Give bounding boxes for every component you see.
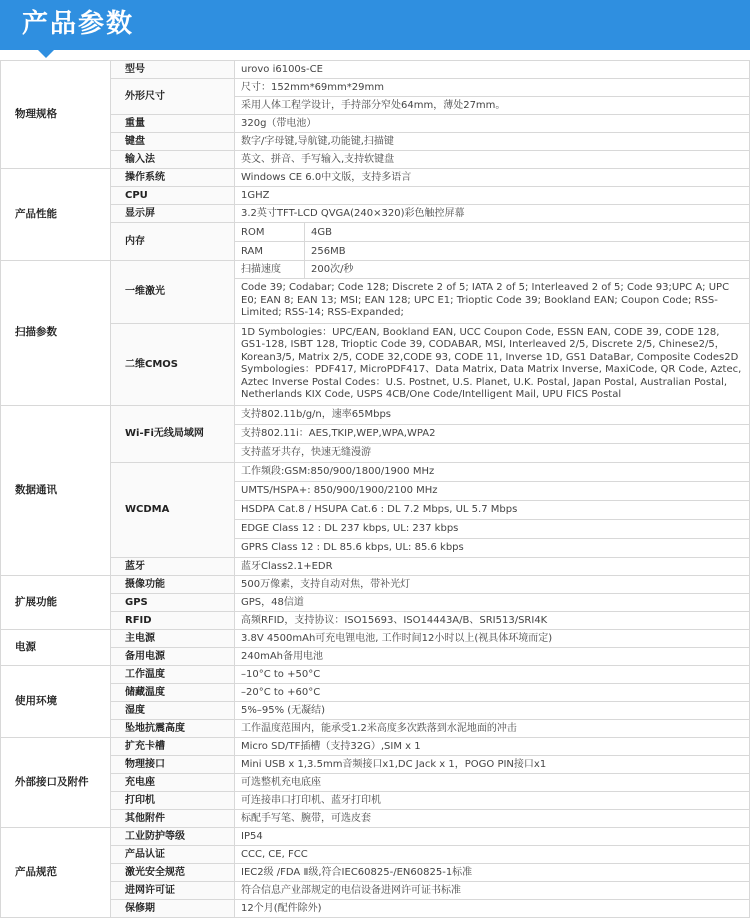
spec-value: 工作温度范围内，能承受1.2米高度多次跌落到水泥地面的冲击 [235,719,750,737]
table-row [1,261,750,279]
table-row [1,405,750,424]
spec-value: 工作频段:GSM:850/900/1800/1900 MHz [235,462,750,481]
table-row [1,205,750,223]
spec-label: 重量 [111,115,235,133]
spec-value: 3.8V 4500mAh可充电锂电池, 工作时间12小时以上(视具体环境而定) [235,629,750,647]
spec-sub-label: 扫描速度 [235,261,305,279]
table-row [1,755,750,773]
spec-label: 物理接口 [111,755,235,773]
spec-label: 扩充卡槽 [111,737,235,755]
spec-value: Mini USB x 1,3.5mm音频接口x1,DC Jack x 1，POGO PIN接口x1 [235,755,750,773]
section-category: 电源 [1,629,111,665]
spec-table [0,60,750,918]
table-row [1,61,750,79]
header-pointer [38,50,54,58]
table-row [1,647,750,665]
spec-label: 储藏温度 [111,683,235,701]
table-row [1,791,750,809]
spec-sub-value: 4GB [305,223,750,242]
spec-value: 可选整机充电底座 [235,773,750,791]
table-row [1,665,750,683]
spec-value: 5%–95% (无凝结) [235,701,750,719]
spec-value: 3.2英寸TFT-LCD QVGA(240×320)彩色触控屏幕 [235,205,750,223]
table-row [1,169,750,187]
spec-label: 键盘 [111,133,235,151]
spec-value: 500万像素，支持自动对焦，带补光灯 [235,575,750,593]
table-row [1,462,750,481]
spec-value: 1D Symbologies：UPC/EAN, Bookland EAN, UCC Coupon Code, ESSN EAN, CODE 39, CODE 128, GS1-128, ISBT 128, Trioptic Code 39, CODABAR, MSI, Interleaved 2/5, Discrete 2/5, Chinese2/5，Korean3/5, Matrix 2/5, CODE 32,CODE 93, CODE 11, Inverse 1D, GS1 DataBar, Composite Codes2D Symbologies：PDF417, MicroPDF417、Data Matrix, Data Matrix Inverse, MaxiCode, QR Code, Aztec, Aztec Inverse Postal Codes：U.S. Postnet, U.S. Planet, U.K. Postal, Japan Postal, Australian Postal, Netherlands KIX Code, USPS 4CB/One Code/Intelligent Mail, UPU FICS Postal [235,323,750,405]
table-row [1,557,750,575]
spec-sub-value: 200次/秒 [305,261,750,279]
table-row [1,593,750,611]
spec-label: 工作温度 [111,665,235,683]
section-category: 物理规格 [1,61,111,169]
spec-label: 主电源 [111,629,235,647]
spec-label: RFID [111,611,235,629]
page-title: 产品参数 [22,9,135,39]
table-row [1,899,750,917]
section-category: 外部接口及附件 [1,737,111,827]
spec-label: 显示屏 [111,205,235,223]
spec-label: 坠地抗震高度 [111,719,235,737]
spec-sub-label: RAM [235,242,305,261]
table-row [1,629,750,647]
spec-value: 支持802.11i：AES,TKIP,WEP,WPA,WPA2 [235,424,750,443]
spec-label: 输入法 [111,151,235,169]
table-row [1,881,750,899]
table-row [1,115,750,133]
spec-value: 蓝牙Class2.1+EDR [235,557,750,575]
table-row [1,79,750,97]
spec-value: 12个月(配件除外) [235,899,750,917]
spec-value: 英文、拼音、手写输入,支持软键盘 [235,151,750,169]
spec-value: GPS，48信道 [235,593,750,611]
section-category: 产品性能 [1,169,111,261]
spec-value: IEC2级 /FDA Ⅱ级,符合IEC60825-/EN60825-1标准 [235,863,750,881]
spec-value: 1GHZ [235,187,750,205]
spec-label: 保修期 [111,899,235,917]
table-row [1,151,750,169]
table-row [1,773,750,791]
table-row [1,737,750,755]
table-row [1,611,750,629]
table-row [1,575,750,593]
page-header [0,0,750,50]
table-row [1,223,750,242]
spec-label: Wi-Fi无线局域网 [111,405,235,462]
spec-label: 操作系统 [111,169,235,187]
table-row [1,133,750,151]
spec-value: –20°C to +60°C [235,683,750,701]
spec-label: 摄像功能 [111,575,235,593]
table-row [1,187,750,205]
spec-value: GPRS Class 12 : DL 85.6 kbps, UL: 85.6 kbps [235,538,750,557]
table-row [1,827,750,845]
spec-value: 可连接串口打印机、蓝牙打印机 [235,791,750,809]
table-row [1,683,750,701]
spec-value: urovo i6100s-CE [235,61,750,79]
spec-value: IP54 [235,827,750,845]
spec-label: 外形尺寸 [111,79,235,115]
spec-value: 240mAh备用电池 [235,647,750,665]
spec-sub-label: ROM [235,223,305,242]
table-row [1,719,750,737]
table-row [1,701,750,719]
spec-label: 一维激光 [111,261,235,324]
spec-label: WCDMA [111,462,235,557]
spec-value: 320g（带电池） [235,115,750,133]
spec-value: –10°C to +50°C [235,665,750,683]
spec-label: 进网许可证 [111,881,235,899]
spec-label: 湿度 [111,701,235,719]
spec-value: HSDPA Cat.8 / HSUPA Cat.6 : DL 7.2 Mbps, UL 5.7 Mbps [235,500,750,519]
spec-value: 标配手写笔、腕带，可选皮套 [235,809,750,827]
spec-label: 激光安全规范 [111,863,235,881]
section-category: 产品规范 [1,827,111,917]
spec-label: 备用电源 [111,647,235,665]
spec-value: Code 39; Codabar; Code 128; Discrete 2 of 5; IATA 2 of 5; Interleaved 2 of 5; Code 93;UPC A; UPC E0; EAN 8; EAN 13; MSI; EAN 128; UPC E1; Trioptic Code 39; Bookland EAN; Coupon Code; RSS-Limited; RSS-14; RSS-Expanded; [235,279,750,324]
spec-label: GPS [111,593,235,611]
spec-label: 其他附件 [111,809,235,827]
spec-value: EDGE Class 12 : DL 237 kbps, UL: 237 kbps [235,519,750,538]
table-row [1,845,750,863]
spec-value: 尺寸：152mm*69mm*29mm [235,79,750,97]
spec-label: CPU [111,187,235,205]
spec-value: 符合信息产业部规定的电信设备进网许可证书标准 [235,881,750,899]
section-category: 扩展功能 [1,575,111,629]
spec-value: UMTS/HSPA+: 850/900/1900/2100 MHz [235,481,750,500]
table-row [1,809,750,827]
spec-label: 蓝牙 [111,557,235,575]
table-row [1,863,750,881]
spec-label: 充电座 [111,773,235,791]
spec-label: 二维CMOS [111,323,235,405]
table-row [1,323,750,405]
section-category: 扫描参数 [1,261,111,406]
spec-label: 打印机 [111,791,235,809]
spec-label: 工业防护等级 [111,827,235,845]
spec-value: 高频RFID，支持协议：ISO15693、ISO14443A/B、SRI513/SRI4K [235,611,750,629]
spec-value: 支持802.11b/g/n，速率65Mbps [235,405,750,424]
section-category: 数据通讯 [1,405,111,575]
spec-label: 型号 [111,61,235,79]
spec-label: 内存 [111,223,235,261]
spec-value: 采用人体工程学设计，手持部分窄处64mm，薄处27mm。 [235,97,750,115]
spec-value: 数字/字母键,导航键,功能键,扫描键 [235,133,750,151]
spec-sub-value: 256MB [305,242,750,261]
section-category: 使用环境 [1,665,111,737]
spec-value: CCC, CE, FCC [235,845,750,863]
spec-value: 支持蓝牙共存，快速无缝漫游 [235,443,750,462]
spec-value: Micro SD/TF插槽（支持32G）,SIM x 1 [235,737,750,755]
spec-value: Windows CE 6.0中文版，支持多语言 [235,169,750,187]
spec-label: 产品认证 [111,845,235,863]
